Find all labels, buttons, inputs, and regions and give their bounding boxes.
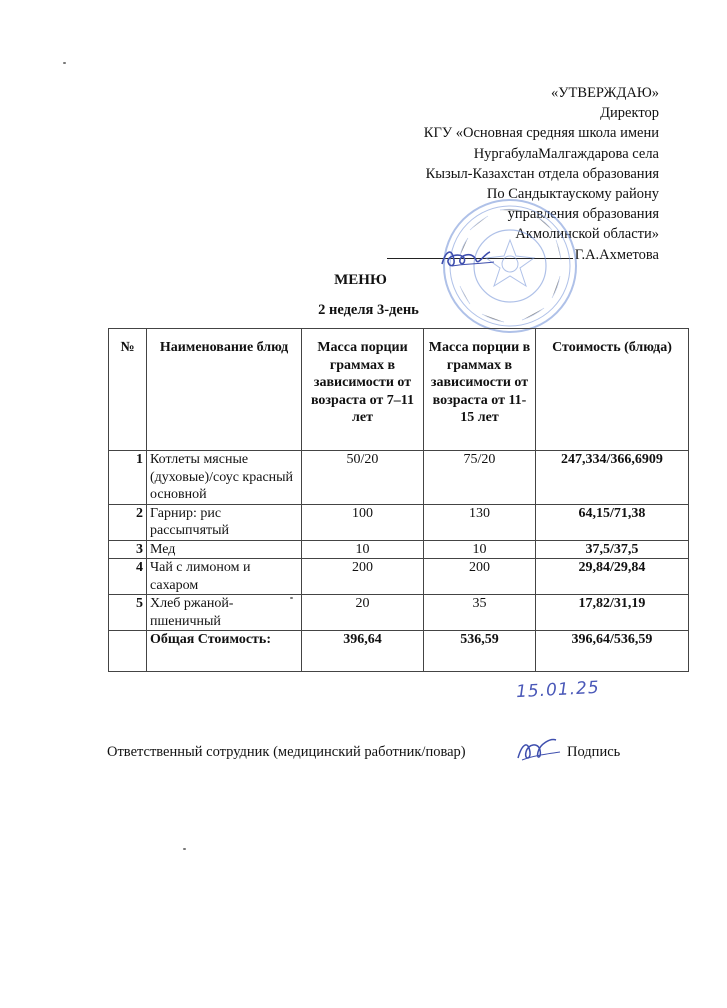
row-number: 3 <box>109 540 147 559</box>
mass-11-15: 200 <box>424 559 536 595</box>
mass-7-11: 200 <box>302 559 424 595</box>
mass-7-11: 10 <box>302 540 424 559</box>
responsible-signature <box>512 734 562 766</box>
table-row <box>109 595 689 631</box>
table-total-row <box>109 631 689 672</box>
signature-label: Подпись <box>567 744 621 760</box>
approval-line-1: «УТВЕРЖДАЮ» <box>551 85 659 101</box>
header-mass-7-11: Масса порции граммах в зависимости от возраста от 7–11 лет <box>302 329 424 451</box>
menu-subtitle <box>0 302 727 319</box>
mass-7-11: 50/20 <box>302 451 424 505</box>
menu-table <box>108 328 689 672</box>
approval-line-6: По Сандыктаускому району <box>486 186 659 203</box>
header-dish-name: Наименование блюд <box>147 329 302 451</box>
mass-11-15: 130 <box>424 504 536 540</box>
mass-7-11: 20 <box>302 595 424 631</box>
row-number: 5 <box>109 595 147 631</box>
total-label: Общая Стоимость: <box>147 631 302 672</box>
responsible-person-label: Ответственный сотрудник (медицинский работник/повар) <box>107 744 466 760</box>
header-number: № <box>109 329 147 451</box>
header-mass-11-15: Масса порции в граммах в зависимости от возраста от 11-15 лет <box>424 329 536 451</box>
menu-subtitle-text: 2 неделя 3-день <box>318 302 419 318</box>
dish-cost: 64,15/71,38 <box>536 504 689 540</box>
dish-name: Котлеты мясные (духовые)/соус красный основной <box>147 451 302 505</box>
approval-line-5: Кызыл-Казахстан отдела образования <box>425 165 659 182</box>
total-mass-11-15: 536,59 <box>424 631 536 672</box>
dish-cost: 29,84/29,84 <box>536 559 689 595</box>
total-empty-cell <box>109 631 147 672</box>
approval-signer: Г.А.Ахметова <box>574 246 659 263</box>
scan-speck <box>290 597 293 599</box>
dish-name: Чай с лимоном и сахаром <box>147 559 302 595</box>
table-row <box>109 559 689 595</box>
table-row <box>109 540 689 559</box>
director-signature <box>438 244 498 272</box>
scan-speck <box>183 848 186 850</box>
approval-line-3: КГУ «Основная средняя школа имени <box>423 125 659 142</box>
approval-line-4: НургабулаМалгаждарова села <box>473 145 659 162</box>
handwritten-date: 15.01.25 <box>515 677 601 703</box>
mass-11-15: 35 <box>424 595 536 631</box>
mass-7-11: 100 <box>302 504 424 540</box>
menu-title-text: МЕНЮ <box>334 272 387 288</box>
dish-name: Гарнир: рис рассыпчятый <box>147 504 302 540</box>
scan-speck <box>63 62 66 64</box>
table-row <box>109 504 689 540</box>
approval-line-7: управления образования <box>507 206 659 223</box>
total-mass-7-11: 396,64 <box>302 631 424 672</box>
row-number: 4 <box>109 559 147 595</box>
dish-cost: 17,82/31,19 <box>536 595 689 631</box>
table-row <box>109 451 689 505</box>
mass-11-15: 75/20 <box>424 451 536 505</box>
approval-line-8: Акмолинской области» <box>515 226 659 243</box>
row-number: 2 <box>109 504 147 540</box>
dish-cost: 247,334/366,6909 <box>536 451 689 505</box>
header-cost: Стоимость (блюда) <box>536 329 689 451</box>
row-number: 1 <box>109 451 147 505</box>
menu-title <box>0 272 727 289</box>
approval-line-2: Директор <box>600 105 659 122</box>
mass-11-15: 10 <box>424 540 536 559</box>
dish-name: Хлеб ржаной-пшеничный <box>147 595 302 631</box>
total-cost: 396,64/536,59 <box>536 631 689 672</box>
table-header-row <box>109 329 689 451</box>
dish-name: Мед <box>147 540 302 559</box>
dish-cost: 37,5/37,5 <box>536 540 689 559</box>
